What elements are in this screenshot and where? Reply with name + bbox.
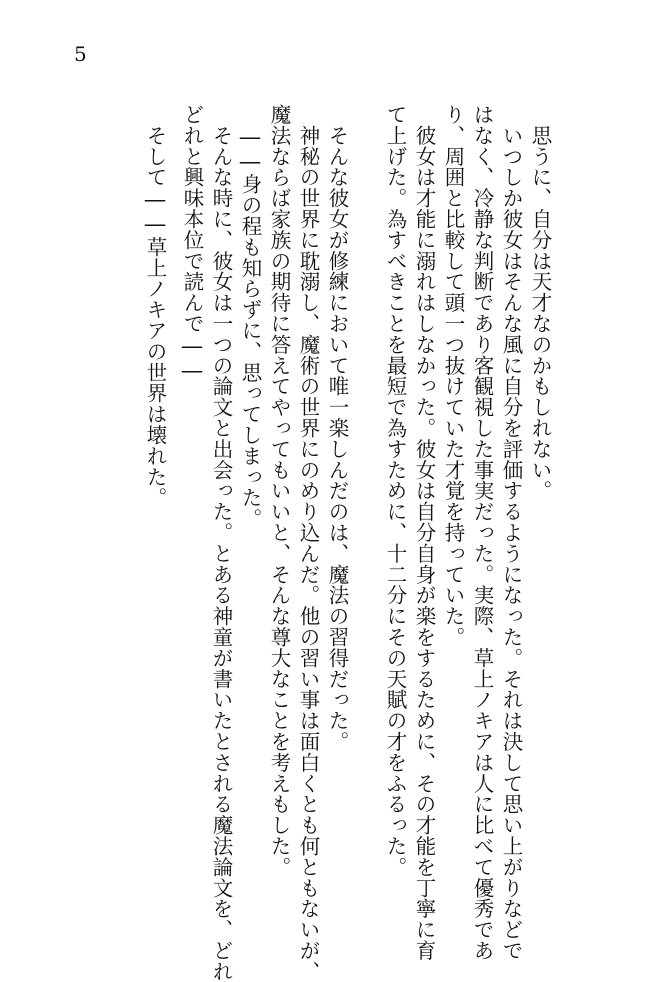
text-line-1: 思うに、自分は天才なのかもしれない。 xyxy=(528,104,552,502)
text-line-6: て上げた。為すべきことを最短で為すために、十二分にその天賦の才をふるった。 xyxy=(383,104,407,878)
text-line-13: どれと興味本位で読んで―― xyxy=(180,104,204,383)
text-line-2: いつしか彼女はそんな風に自分を評価するようになった。それは決して思い上がりなどで xyxy=(499,104,523,961)
text-line-8: そんな彼女が修練において唯一楽しんだのは、魔法の習得だった。 xyxy=(325,104,349,752)
text-line-3: はなく、冷静な判断であり客観視した事実だった。実際、草上ノキアは人に比べて優秀であ xyxy=(470,104,494,961)
text-line-5: 彼女は才能に溺れはしなかった。彼女は自分自身が楽をするために、その才能を丁寧に育 xyxy=(412,104,436,961)
text-line-4: り、周囲と比較して頭一つ抜けていた才覚を持っていた。 xyxy=(441,104,465,648)
text-line-12: そんな時に、彼女は一つの論文と出会った。とある神童が書いたとされる魔法論文を、どれ xyxy=(209,104,233,982)
text-line-15: そして――草上ノキアの世界は壊れた。 xyxy=(143,104,167,509)
text-line-9: 神秘の世界に耽溺し、魔術の世界にのめり込んだ。他の習い事は面白くとも何ともないが、 xyxy=(296,104,320,982)
text-line-10: 魔法ならば家族の期待に答えてやってもいいと、そんな尊大なことを考えもした。 xyxy=(267,104,291,878)
text-line-11: ――身の程も知らずに、思ってしまった。 xyxy=(238,104,262,529)
page-number: 5 xyxy=(74,42,87,66)
